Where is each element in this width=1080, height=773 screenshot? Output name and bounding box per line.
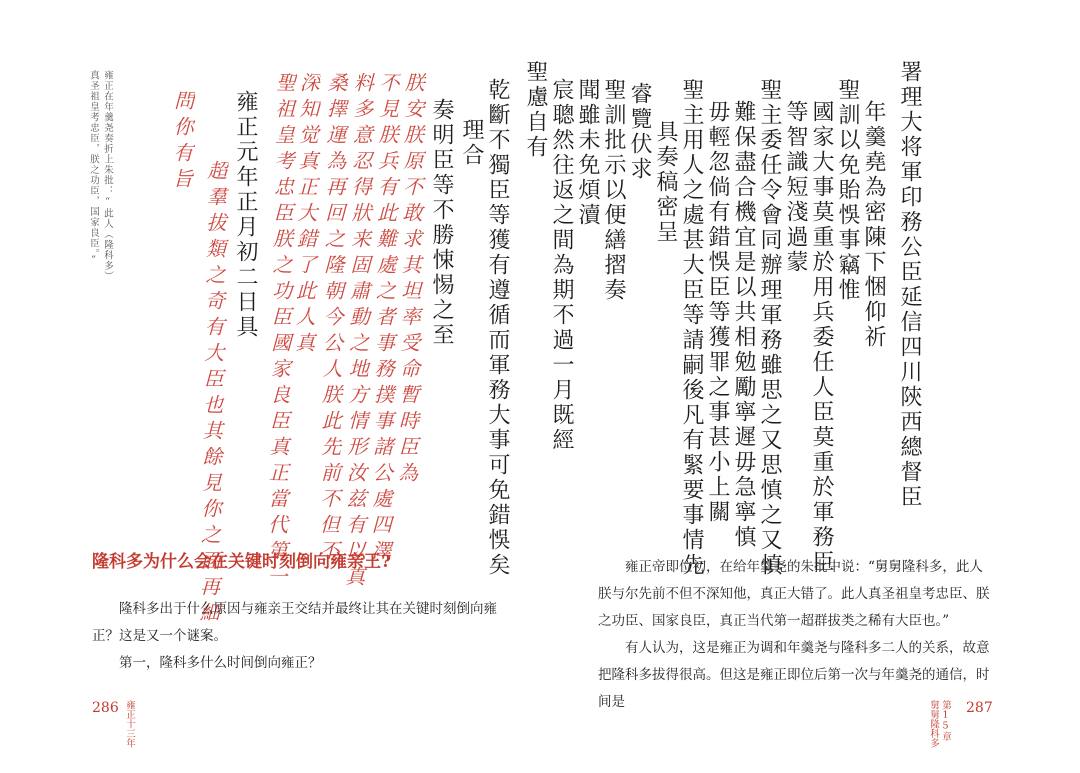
right-page-number: 287 — [966, 700, 993, 716]
memorial-column: 聖訓以免貽悞事竊惟 — [835, 78, 860, 303]
vermilion-rescript-column: 料多意忍得狀来固肅動之地方情形汝兹有以真 — [341, 71, 375, 593]
memorial-date-column: 雍正元年正月初二日具 — [233, 90, 258, 340]
memorial-column: 聖主委任令會同辦理軍務雖思之又思慎之又慎 — [757, 78, 782, 578]
memorial-column: 奏明臣等不勝悚惕之至 — [429, 98, 454, 348]
memorial-column: 等智識短淺過蒙 — [783, 100, 808, 275]
memorial-column: 聖主用人之處甚大臣等請嗣後凡有緊要事情先 — [679, 78, 704, 578]
vermilion-rescript-column: 聖祖皇考忠臣朕之功臣國家良臣真正當代第一 — [263, 71, 297, 593]
memorial-column: 署理大将軍印務公臣延信四川陝西總督臣 — [897, 60, 922, 510]
vermilion-rescript-column: 桑擇運為再回之隆朝今公人朕此先前不但不 — [315, 71, 349, 567]
left-page-body — [92, 547, 522, 677]
caption-line-2: 真圣祖皇考忠臣，朕之功臣，国家良臣。” — [88, 70, 99, 267]
memorial-column: 宸聰然往返之間為期不過一月既經 — [549, 78, 574, 453]
right-running-head-chapter: 第15章 — [940, 700, 951, 741]
memorial-column: 聖慮自有 — [523, 60, 548, 160]
body-paragraph: 有人认为，这是雍正为调和年羹尧与隆科多二人的关系，故意把隆科多拔得很高。但这是雍正即位后第一次与年羹尧的通信，时间是 — [598, 640, 990, 710]
left-running-head: 雍正十三年 — [124, 700, 135, 748]
right-running-head-title: 舅舅隆科多 — [928, 700, 939, 748]
memorial-column: 聖訓批示以便繕摺奏 — [601, 78, 626, 303]
memorial-column: 乾斷不獨臣等獲有遵循而軍務大事可免錯悞矣 — [485, 78, 510, 578]
memorial-column: 難保盡合機宜是以共相勉勵寧遲毋急寧慎 — [731, 100, 756, 550]
body-paragraph: 隆科多出于什么原因与雍亲王交结并最终让其在关键时刻倒向雍正？这是又一个谜案。 — [92, 601, 497, 644]
memorial-column: 年羹堯為密陳下悃仰祈 — [861, 100, 886, 350]
memorial-column: 國家大事莫重於用兵委任人臣莫重於軍務臣 — [809, 100, 834, 575]
memorial-column: 聞雖未免煩瀆 — [575, 78, 600, 228]
left-page-number: 286 — [92, 700, 119, 716]
vermilion-rescript-column: 不見朕兵有此難處之者事務撲事諸公處四澤 — [367, 71, 401, 567]
vermilion-rescript-column: 問你有旨 — [169, 89, 195, 195]
image-caption — [86, 70, 114, 282]
body-paragraph: 第一，隆科多什么时间倒向雍正？ — [119, 655, 322, 671]
memorial-column: 睿覽伏求 — [627, 82, 652, 182]
caption-line-1: 雍正在年羹尧奏折上朱批：“此人（隆科多） — [102, 70, 113, 282]
body-paragraph: 雍正帝即位初，在给年羹尧的朱批中说：“舅舅隆科多，此人朕与尔先前不但不深知他，真正大错了。此人真圣祖皇考忠臣、朕之功臣、国家良臣，真正当代第一超群拔类之稀有大臣也。” — [598, 559, 990, 629]
vermilion-rescript-column: 超羣拔類之奇有大臣也其餘見你之面再細 — [195, 159, 229, 629]
vermilion-rescript-column: 朕安朕原不敢求其坦率受命暫時臣為 — [394, 71, 426, 489]
memorial-column: 理合 — [459, 118, 484, 168]
memorial-column: 具奏稿密呈 — [653, 120, 678, 245]
memorial-column: 毋輕忽倘有錯悞臣等獲罪之事甚小上關 — [705, 100, 730, 525]
vermilion-rescript-column: 深知觉真正大錯了此人真 — [291, 71, 321, 359]
section-heading: 隆科多为什么会在关键时刻倒向雍亲王? — [92, 552, 391, 572]
right-page-body — [598, 554, 993, 716]
